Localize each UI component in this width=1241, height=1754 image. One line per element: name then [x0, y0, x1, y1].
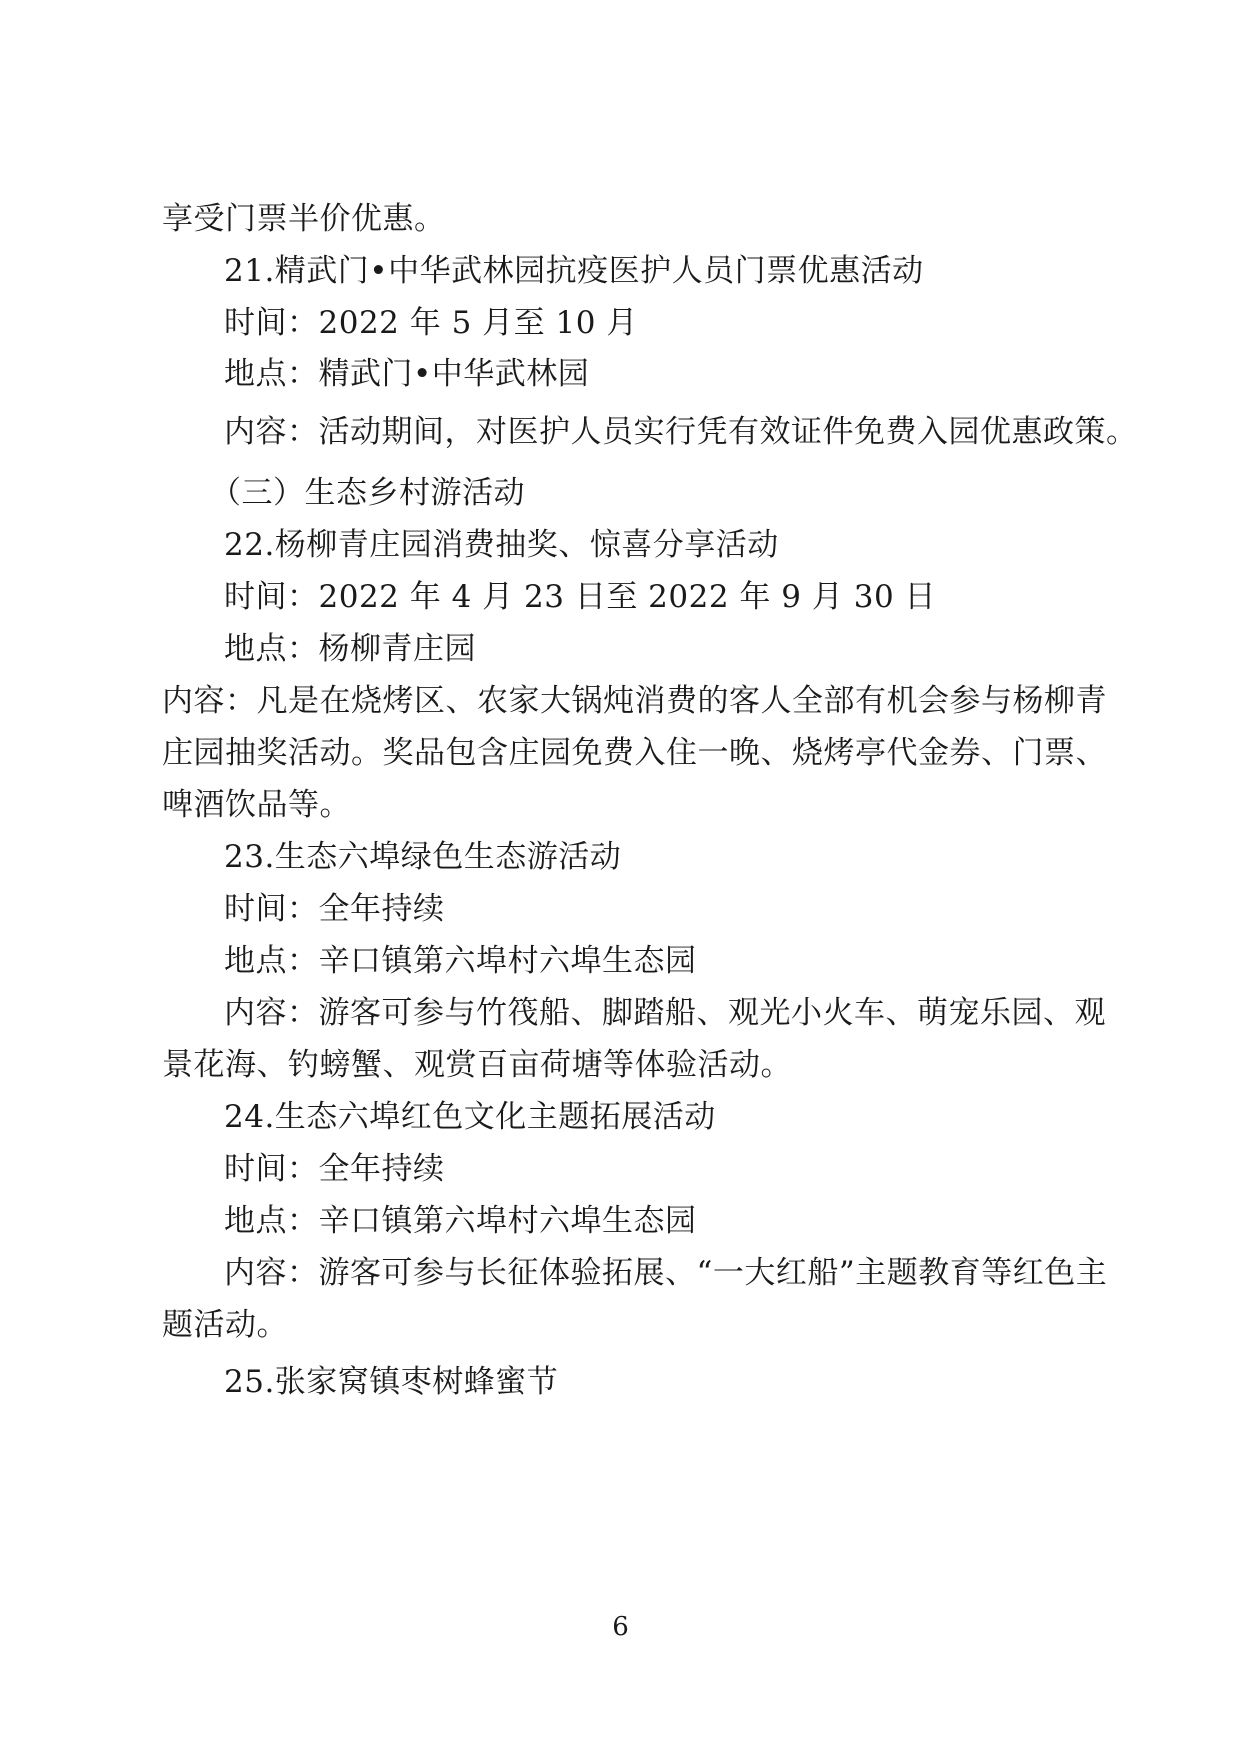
text-line: 题活动。 [162, 1307, 288, 1343]
text-line: 时间：全年持续 [224, 1151, 445, 1187]
text-line: 景花海、钓螃蟹、观赏百亩荷塘等体验活动。 [162, 1047, 792, 1083]
section-heading: （三）生态乡村游活动 [210, 475, 525, 511]
text-line: 地点：精武门•中华武林园 [224, 356, 590, 392]
item-heading-22: 22.杨柳青庄园消费抽奖、惊喜分享活动 [224, 527, 779, 563]
text-line: 庄园抽奖活动。奖品包含庄园免费入住一晚、烧烤亭代金券、门票、 [162, 735, 1107, 771]
text-line: 享受门票半价优惠。 [162, 201, 446, 237]
text-line: 啤酒饮品等。 [162, 787, 351, 823]
item-heading-25: 25.张家窝镇枣树蜂蜜节 [224, 1364, 559, 1400]
text-line: 内容：游客可参与竹筏船、脚踏船、观光小火车、萌宠乐园、观 [224, 995, 1106, 1031]
text-line: 地点：辛口镇第六埠村六埠生态园 [224, 1203, 697, 1239]
text-line: 地点：辛口镇第六埠村六埠生态园 [224, 943, 697, 979]
text-line: 时间：2022 年 4 月 23 日至 2022 年 9 月 30 日 [224, 579, 937, 615]
item-heading-23: 23.生态六埠绿色生态游活动 [224, 839, 622, 875]
text-line: 地点：杨柳青庄园 [224, 631, 476, 667]
page-number: 6 [612, 1612, 629, 1642]
text-line: 内容：活动期间，对医护人员实行凭有效证件免费入园优惠政策。 [224, 414, 1138, 450]
text-line: 内容：凡是在烧烤区、农家大锅炖消费的客人全部有机会参与杨柳青 [162, 683, 1107, 719]
text-line: 时间：全年持续 [224, 891, 445, 927]
item-heading-21: 21.精武门•中华武林园抗疫医护人员门票优惠活动 [224, 253, 924, 289]
text-line: 时间：2022 年 5 月至 10 月 [224, 305, 638, 341]
text-line: 内容：游客可参与长征体验拓展、“一大红船”主题教育等红色主 [224, 1255, 1108, 1291]
item-heading-24: 24.生态六埠红色文化主题拓展活动 [224, 1099, 716, 1135]
